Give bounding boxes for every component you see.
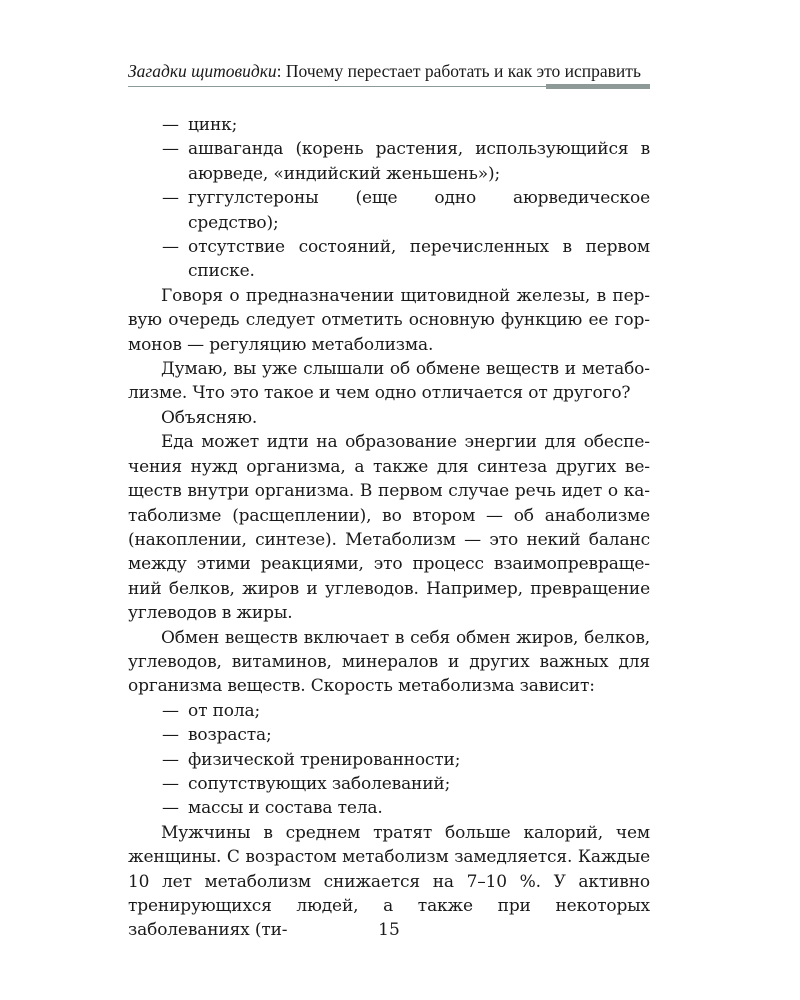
book-subtitle: : Почему перестает работать и как это исправить xyxy=(276,61,641,81)
page-number: 15 xyxy=(378,920,400,940)
list-item: — ашваганда (корень растения, использующийся в аюрведе, «индийский женьшень»); xyxy=(188,137,650,186)
header-accent-bar xyxy=(546,84,650,89)
paragraph: Объясняю. xyxy=(161,407,258,428)
paragraph: Говоря о предназначении щитовидной железы, в первую очередь следует отметить основную функцию ее гормонов — регуляцию метаболизма. xyxy=(128,285,650,355)
list-item: — отсутствие состояний, перечисленных в первом списке. xyxy=(188,235,650,284)
list-item: — цинк; xyxy=(188,113,650,137)
list-item: — сопутствующих заболеваний; xyxy=(188,772,650,796)
book-title: Загадки щитовидки xyxy=(128,61,277,81)
list-item: — гуггулстероны (еще одно аюрведическое средство); xyxy=(188,186,650,235)
paragraph: Еда может идти на образование энергии для обеспечения нужд организма, а также для синтеза других веществ внутри организма. В первом случае речь идет о катаболизме (расщеплении), во втором — об анаболизме (накоплении, синтезе). Метаболизм — это некий баланс между этими реакциями, это процесс взаимопревращений белков, жиров и углеводов. Например, превращение углеводов в жиры. xyxy=(128,432,650,624)
running-head xyxy=(128,60,650,82)
list-item: — от пола; xyxy=(188,699,650,723)
list-item: — физической тренированности; xyxy=(188,748,650,772)
paragraph: Думаю, вы уже слышали об обмене веществ и метаболизме. Что это такое и чем одно отличается от другого? xyxy=(128,359,650,404)
list-item: — массы и состава тела. xyxy=(188,796,650,820)
list-item: — возраста; xyxy=(188,723,650,747)
supplement-list xyxy=(128,113,650,284)
paragraph: Мужчины в среднем тратят больше калорий, чем женщины. С возрастом метаболизм замедляется. Каждые 10 лет метаболизм снижается на 7–10 %. У активно тренирующихся людей, а также при некоторых заболеваниях (ти- xyxy=(128,822,650,941)
metabolism-factors-list xyxy=(128,699,650,821)
paragraph: Обмен веществ включает в себя обмен жиров, белков, углеводов, витаминов, минералов и других важных для организма веществ. Скорость метаболизма зависит: xyxy=(128,627,650,697)
page-body xyxy=(128,113,650,943)
